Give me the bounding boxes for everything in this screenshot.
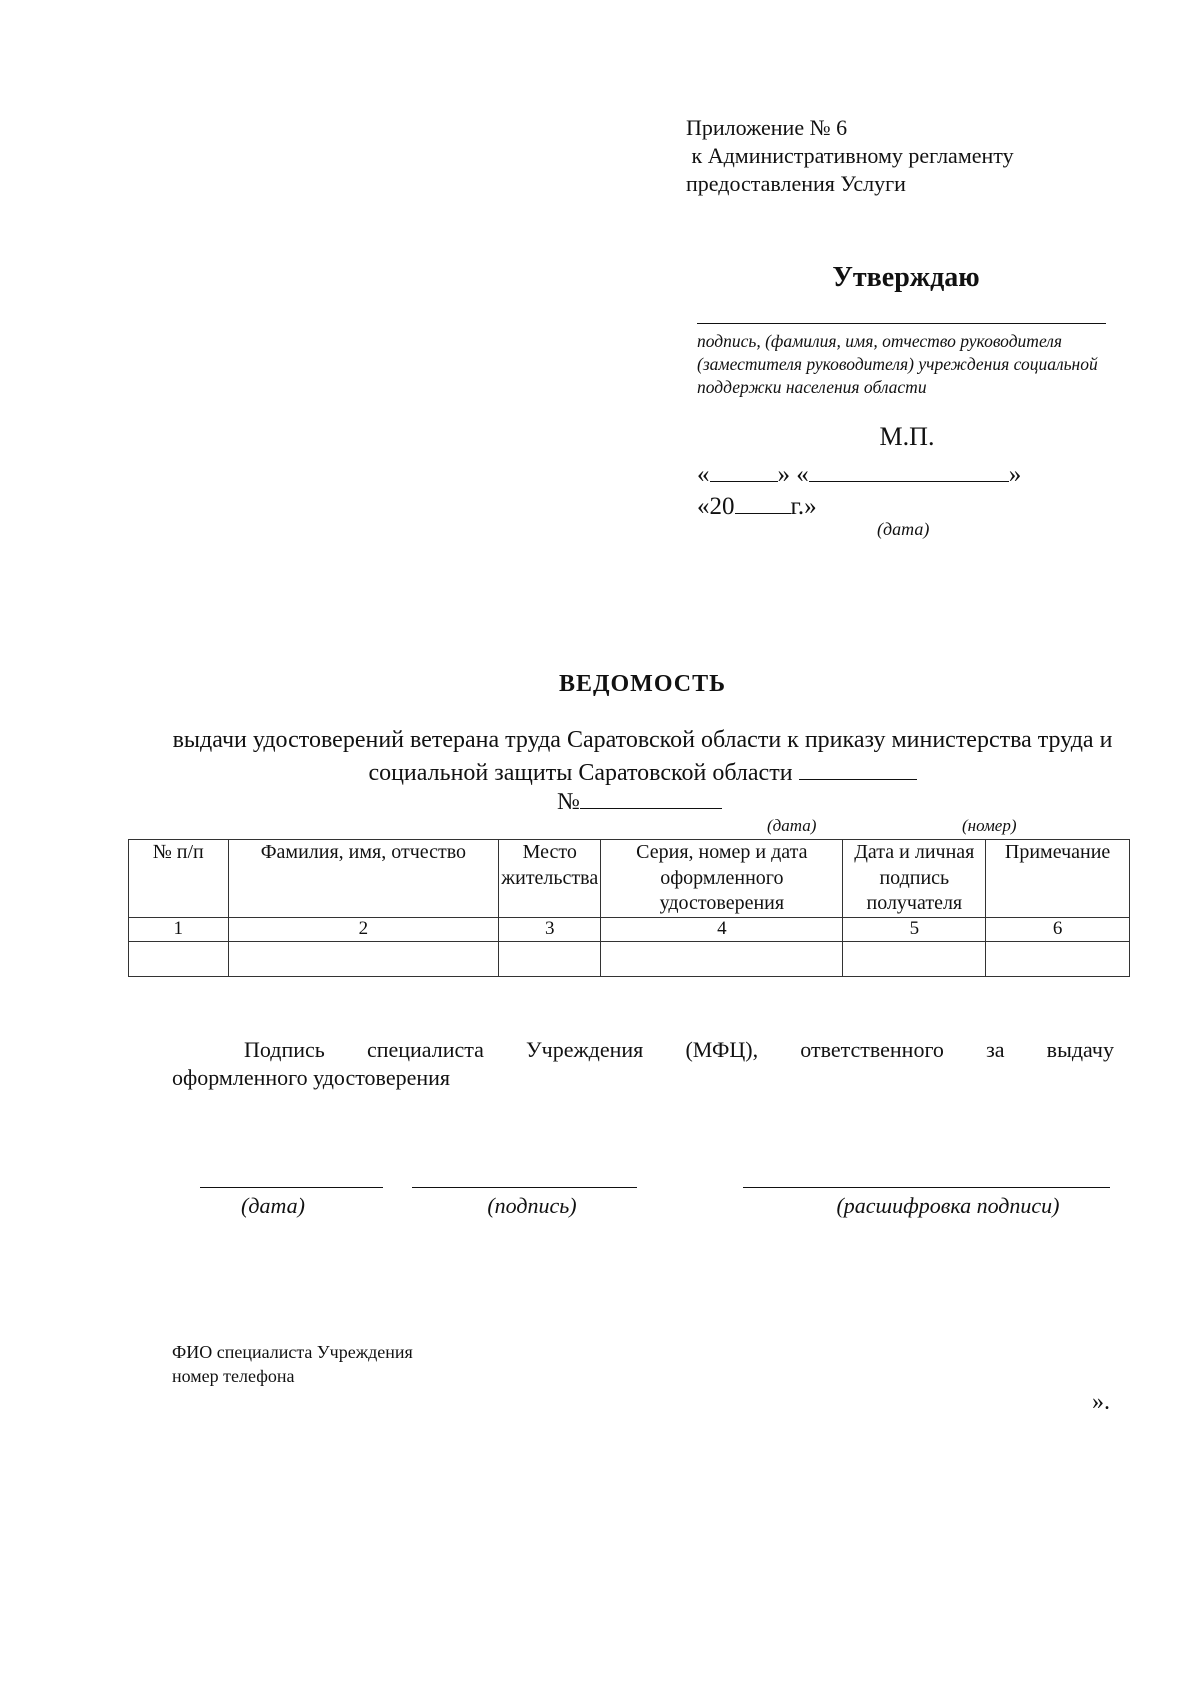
- empty-cell[interactable]: [601, 941, 843, 976]
- table-header-row: [129, 840, 1130, 918]
- subtitle-text: выдачи удостоверений ветерана труда Саратовской области к приказу министерства труда и социальной защиты Саратовской области: [172, 727, 1113, 786]
- specialist-paragraph: [172, 1036, 1114, 1092]
- column-number-5: 5: [843, 917, 986, 941]
- document-subtitle: [150, 725, 1135, 788]
- appendix-line-1: Приложение № 6: [686, 115, 848, 140]
- approval-title: Утверждаю: [832, 262, 980, 293]
- open-quote: «: [697, 461, 710, 488]
- order-number-hint: (номер): [962, 816, 1017, 835]
- closing-quote: ».: [1092, 1389, 1110, 1415]
- appendix-block: [686, 114, 1014, 198]
- document-title: ВЕДОМОСТЬ: [558, 671, 726, 697]
- empty-cell[interactable]: [228, 941, 499, 976]
- header-residence: Место жительства: [499, 840, 601, 918]
- phone-label: номер телефона: [172, 1366, 295, 1386]
- footer-block: [172, 1340, 413, 1388]
- header-receipt-signature: Дата и личная подпись получателя: [843, 840, 986, 918]
- column-number-2: 2: [228, 917, 499, 941]
- mid-quotes: » «: [777, 461, 809, 488]
- date-label: (дата): [241, 1193, 305, 1218]
- approval-signature-note: подпись, (фамилия, имя, отчество руководителя (заместителя руководителя) учреждения социальной поддержки населения области: [697, 331, 1098, 397]
- header-certificate: Серия, номер и дата оформленного удостоверения: [601, 840, 843, 918]
- number-sign: №: [557, 789, 580, 815]
- column-number-1: 1: [129, 917, 229, 941]
- empty-cell[interactable]: [129, 941, 229, 976]
- signature-label: (подпись): [487, 1193, 577, 1218]
- approval-year-row: [697, 489, 817, 522]
- appendix-line-3: предоставления Услуги: [686, 171, 906, 196]
- empty-cell[interactable]: [986, 941, 1130, 976]
- appendix-line-2: к Административному регламенту: [686, 143, 1014, 168]
- table-number-row: [129, 917, 1130, 941]
- empty-cell[interactable]: [843, 941, 986, 976]
- table-row: [129, 941, 1130, 976]
- header-row-number: № п/п: [129, 840, 229, 918]
- approval-date-row: [697, 457, 1021, 490]
- specialist-line-1: Подпись специалиста Учреждения (МФЦ), ответственного за выдачу: [244, 1037, 1114, 1062]
- order-number-blank[interactable]: [580, 784, 722, 809]
- year-suffix: г.»: [790, 493, 817, 520]
- month-blank[interactable]: [809, 457, 1009, 482]
- header-note: Примечание: [986, 840, 1130, 918]
- order-date-blank[interactable]: [799, 755, 917, 780]
- day-blank[interactable]: [710, 457, 778, 482]
- close-quote: »: [1008, 461, 1022, 488]
- column-number-3: 3: [499, 917, 601, 941]
- date-signature-line[interactable]: [200, 1187, 383, 1188]
- order-date-hint: (дата): [767, 816, 817, 835]
- year-prefix: «20: [697, 493, 735, 520]
- specialist-line-2: оформленного удостоверения: [172, 1065, 451, 1090]
- decoding-label: (расшифровка подписи): [836, 1193, 1060, 1218]
- specialist-name-label: ФИО специалиста Учреждения: [172, 1342, 413, 1362]
- ledger-table: [128, 839, 1130, 977]
- decoding-signature-line[interactable]: [743, 1187, 1110, 1188]
- approval-date-hint: (дата): [877, 519, 930, 539]
- header-full-name: Фамилия, имя, отчество: [228, 840, 499, 918]
- column-number-4: 4: [601, 917, 843, 941]
- approval-signature-line[interactable]: [697, 323, 1106, 324]
- order-number-line: [557, 784, 722, 816]
- stamp-placeholder: М.П.: [879, 422, 935, 451]
- empty-cell[interactable]: [499, 941, 601, 976]
- column-number-6: 6: [986, 917, 1130, 941]
- signature-line[interactable]: [412, 1187, 637, 1188]
- year-blank[interactable]: [735, 489, 791, 514]
